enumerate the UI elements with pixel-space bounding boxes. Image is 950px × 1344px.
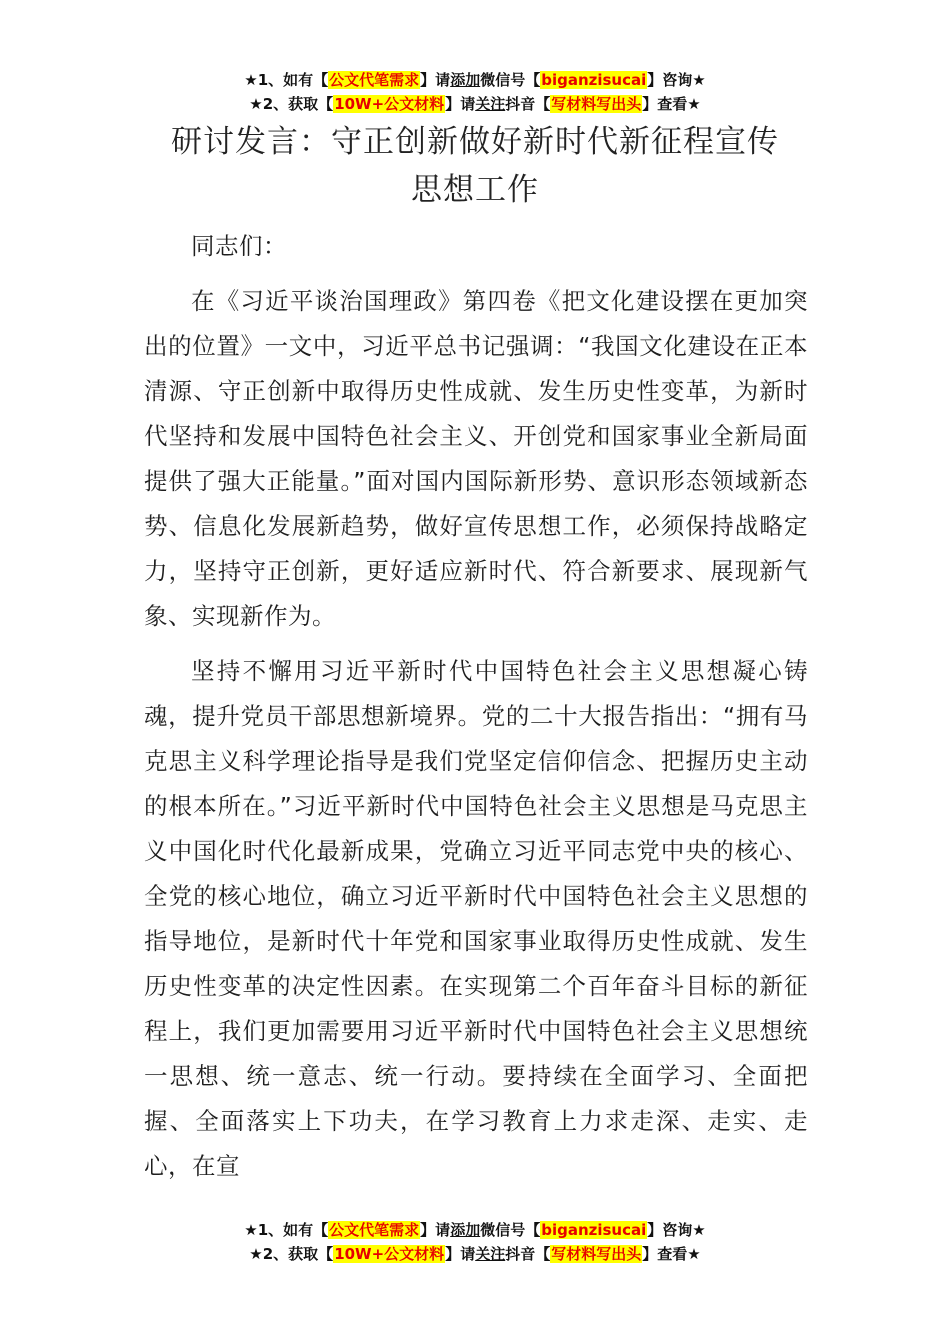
promo-line-2: ★2、获取【10W+公文材料】请关注抖音【写材料写出头】查看★ [249, 95, 701, 113]
star-icon: ★ [244, 71, 258, 89]
promo-line-1: ★1、如有【公文代笔需求】请添加微信号【biganzisucai】咨询★ [244, 71, 706, 89]
salutation: 同志们： [191, 232, 287, 260]
document-body [144, 224, 808, 1189]
promo-line-1: ★1、如有【公文代笔需求】请添加微信号【biganzisucai】咨询★ [244, 1221, 706, 1239]
highlight-service: 公文代笔需求 [329, 71, 420, 89]
star-icon: ★ [249, 95, 263, 113]
paragraph-1: 在《习近平谈治国理政》第四卷《把文化建设摆在更加突出的位置》一文中，习近平总书记强调：“我国文化建设在正本清源、守正创新中取得历史性成就、发生历史性变革，为新时代坚持和发展中国特色社会主义、开创党和国家事业全新局面提供了强大正能量。”面对国内国际新形势、意识形态领域新态势、信息化发展新趋势，做好宣传思想工作，必须保持战略定力，坚持守正创新，更好适应新时代、符合新要求、展现新气象、实现新作为。 [144, 287, 808, 630]
paragraph-2: 坚持不懈用习近平新时代中国特色社会主义思想凝心铸魂，提升党员干部思想新境界。党的二十大报告指出：“拥有马克思主义科学理论指导是我们党坚定信仰信念、把握历史主动的根本所在。”习近平新时代中国特色社会主义思想是马克思主义中国化时代化最新成果，党确立习近平同志党中央的核心、全党的核心地位，确立习近平新时代中国特色社会主义思想的指导地位，是新时代十年党和国家事业取得历史性成就、发生历史性变革的决定性因素。在实现第二个百年奋斗目标的新征程上，我们更加需要用习近平新时代中国特色社会主义思想统一思想、统一意志、统一行动。要持续在全面学习、全面把握、全面落实上下功夫，在学习教育上力求走深、走实、走心，在宣 [144, 657, 808, 1180]
highlight-douyin: 写材料写出头 [551, 95, 642, 113]
highlight-douyin: 写材料写出头 [551, 1245, 642, 1263]
promo-line-2: ★2、获取【10W+公文材料】请关注抖音【写材料写出头】查看★ [249, 1245, 701, 1263]
promo-banner-bottom [0, 1218, 950, 1266]
document-title: 研讨发言：守正创新做好新时代新征程宣传 思想工作 [171, 124, 779, 208]
highlight-service: 公文代笔需求 [329, 1221, 420, 1239]
promo-banner-top [0, 68, 950, 116]
highlight-wechat-id: biganzisucai [541, 1221, 647, 1239]
star-icon: ★ [249, 1245, 263, 1263]
highlight-materials: 10W+公文材料 [334, 95, 445, 113]
star-icon: ★ [244, 1221, 258, 1239]
highlight-materials: 10W+公文材料 [334, 1245, 445, 1263]
highlight-wechat-id: biganzisucai [541, 71, 647, 89]
